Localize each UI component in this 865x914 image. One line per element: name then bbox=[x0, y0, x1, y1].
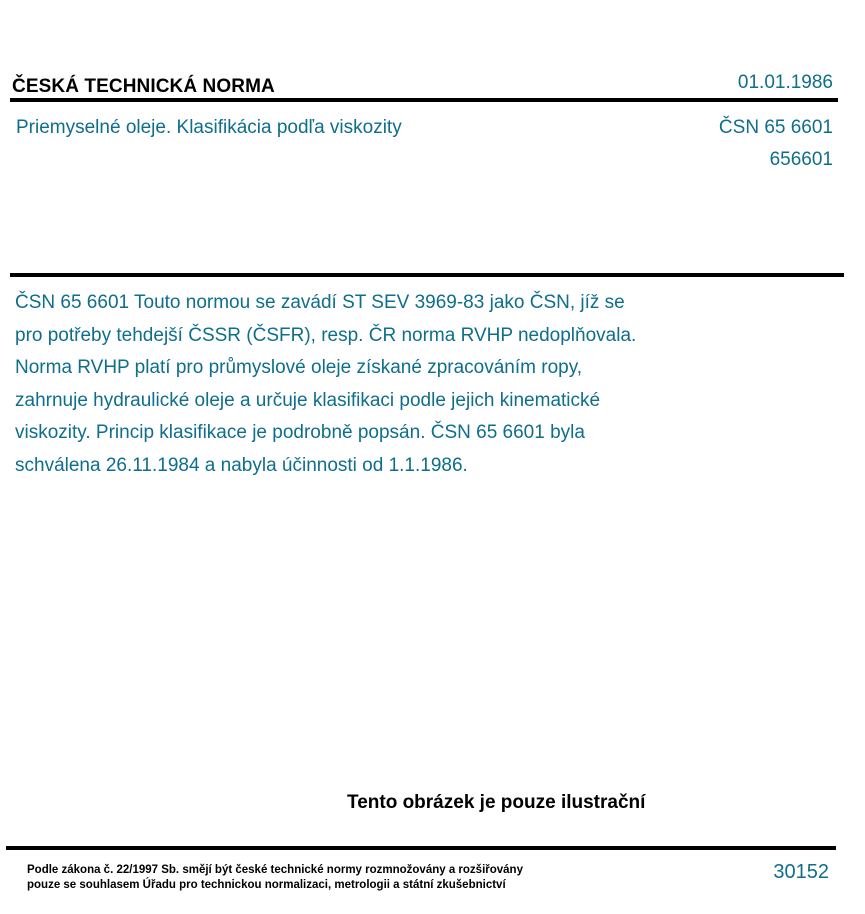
legal-notice-line: pouze se souhlasem Úřadu pro technickou normalizaci, metrologii a státní zkušebnictví bbox=[27, 879, 506, 891]
document-heading: ČESKÁ TECHNICKÁ NORMA bbox=[12, 76, 275, 97]
illustration-notice: Tento obrázek je pouze ilustrační bbox=[347, 792, 646, 813]
legal-notice bbox=[27, 863, 523, 893]
document-number: 30152 bbox=[773, 861, 829, 883]
standard-code: ČSN 65 6601 bbox=[718, 117, 833, 138]
standard-title: Priemyselné oleje. Klasifikácia podľa viskozity bbox=[16, 117, 402, 138]
description-line: zahrnuje hydraulické oleje a určuje klasifikaci podle jejich kinematické bbox=[15, 389, 601, 411]
description-line: Norma RVHP platí pro průmyslové oleje získané zpracováním ropy, bbox=[15, 357, 583, 378]
catalog-number: 656601 bbox=[769, 149, 833, 170]
issue-date: 01.01.1986 bbox=[737, 72, 833, 93]
description-line: viskozity. Princip klasifikace je podrobně popsán. ČSN 65 6601 byla bbox=[15, 422, 585, 443]
legal-notice-line: Podle zákona č. 22/1997 Sb. smějí být české technické normy rozmnožovány a rozšiřovány bbox=[27, 864, 523, 876]
header-divider bbox=[10, 98, 838, 102]
section-divider bbox=[10, 273, 844, 277]
description-line: schválena 26.11.1984 a nabyla účinnosti od 1.1.1986. bbox=[15, 454, 468, 476]
description-line: pro potřeby tehdejší ČSSR (ČSFR), resp. ČR norma RVHP nedoplňovala. bbox=[15, 324, 637, 346]
standard-description bbox=[15, 287, 735, 482]
description-line: ČSN 65 6601 Touto normou se zavádí ST SEV 3969-83 jako ČSN, jíž se bbox=[15, 292, 625, 313]
footer-divider bbox=[6, 846, 836, 850]
